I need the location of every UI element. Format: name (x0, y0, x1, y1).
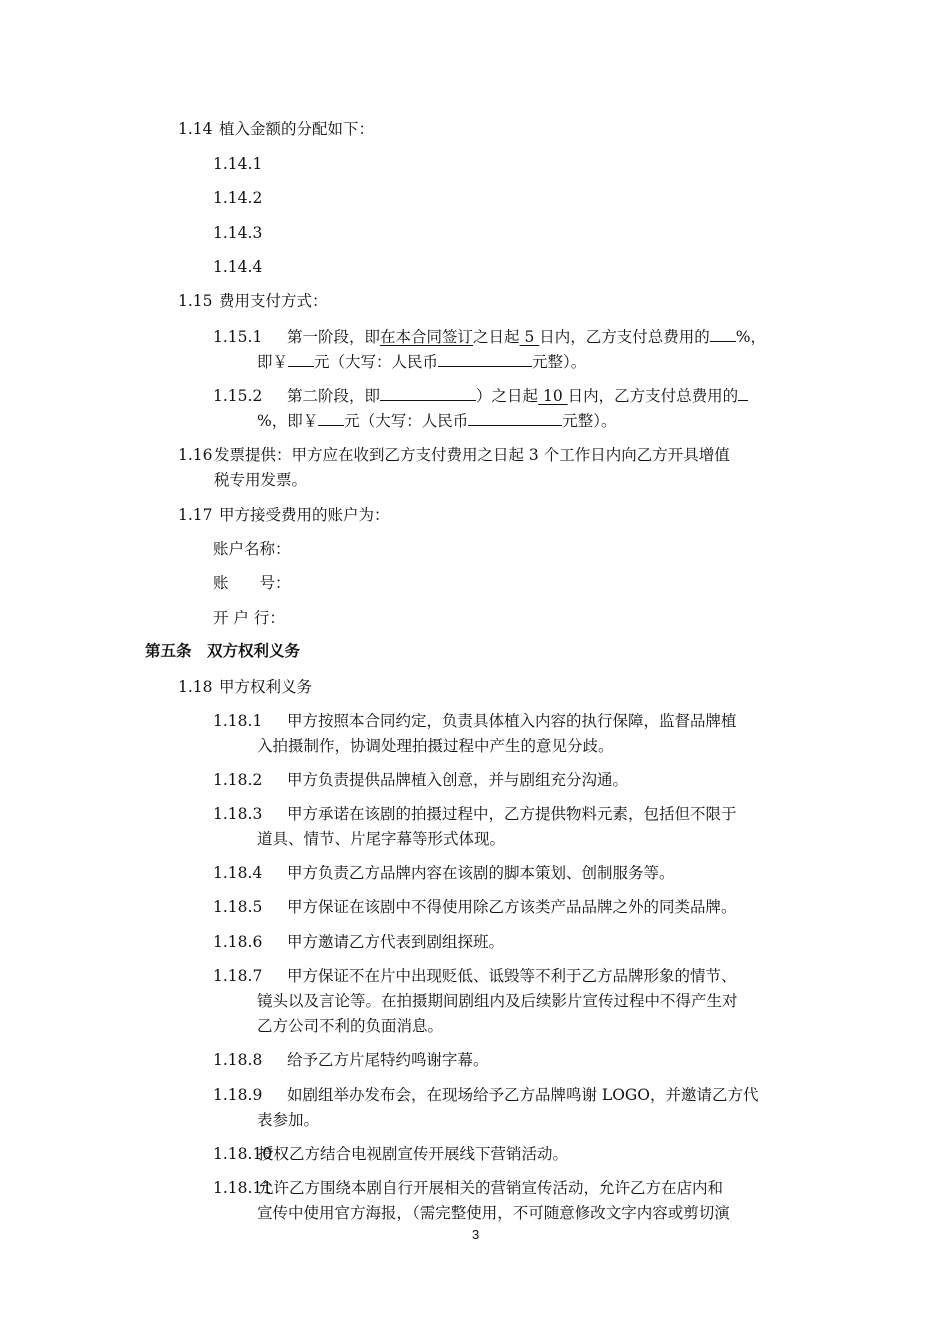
clause-number: 1.18.4 (213, 864, 263, 882)
clause-text: 甲方保证不在片中出现贬低、诋毁等不利于乙方品牌形象的情节、 (287, 967, 737, 985)
clause-text: 允许乙方围绕本剧自行开展相关的营销宣传活动，允许乙方在店内和 (258, 1179, 724, 1197)
clause-text: 第二阶段，即 (287, 387, 381, 405)
clause-text: 甲方负责乙方品牌内容在该剧的脚本策划、创制服务等。 (287, 864, 675, 882)
percent-blank (710, 325, 736, 342)
clause-text: 甲方按照本合同约定，负责具体植入内容的执行保障，监督品牌植 (287, 712, 737, 730)
clause-1-15-2 (213, 384, 748, 407)
clause-number: 1.18.5 (213, 898, 263, 916)
amount-blank (318, 409, 344, 426)
clause-1-18-6 (213, 931, 504, 953)
clause-1-18-1-line2: 入拍摄制作，协调处理拍摄过程中产生的意见分歧。 (257, 737, 614, 755)
clause-1-18-2 (213, 769, 628, 791)
clause-1-15-1-line2 (257, 350, 586, 373)
clause-text: %， (735, 328, 767, 346)
clause-1-15-2-line2 (257, 409, 617, 432)
clause-number: 1.18.1 (213, 712, 263, 730)
clause-1-18-10 (213, 1143, 568, 1165)
clause-text: 甲方邀请乙方代表到剧组探班。 (287, 933, 505, 951)
clause-text: 第一阶段，即 (287, 328, 381, 346)
account-bank-label: 开 户 行： (213, 609, 285, 627)
clause-text: 日内，乙方支付总费用的 (539, 328, 710, 346)
percent-blank (738, 384, 748, 401)
clause-1-18-8 (213, 1049, 489, 1071)
clause-number: 1.18.2 (213, 771, 263, 789)
article-5-heading: 第五条 双方权利义务 (145, 642, 301, 660)
clause-text: 元整）。 (562, 412, 617, 430)
clause-1-14-3 (213, 222, 262, 244)
clause-number: 1.18.11 (213, 1179, 273, 1197)
clause-text: 植入金额的分配如下： (218, 120, 374, 138)
clause-text: 元（大写：人民币 (314, 353, 439, 371)
clause-text: 甲方负责提供品牌植入创意，并与剧组充分沟通。 (287, 771, 629, 789)
underlined-days: 10 (538, 387, 568, 405)
clause-number: 1.14.1 (213, 155, 263, 173)
clause-1-18-9-line2: 表参加。 (257, 1111, 320, 1129)
clause-1-18 (178, 676, 312, 698)
clause-number: 1.15 (178, 292, 213, 310)
clause-text: 即￥ (257, 353, 289, 371)
underlined-term: 在本合同签订 (380, 328, 474, 346)
date-blank (380, 384, 476, 401)
clause-number: 1.14.4 (213, 258, 263, 276)
clause-number: 1.14.2 (213, 189, 263, 207)
clause-text: 日内，乙方支付总费用的 (567, 387, 739, 405)
clause-text: %，即￥ (257, 412, 319, 430)
clause-1-18-11-line2: 宣传中使用官方海报，（需完整使用，不可随意修改文字内容或剪切演 (257, 1204, 730, 1222)
clause-text: 甲方权利义务 (218, 678, 312, 696)
clause-number: 1.15.2 (213, 387, 263, 405)
clause-number: 1.18.8 (213, 1051, 263, 1069)
clause-1-17 (178, 504, 389, 526)
clause-text: 税专用发票。 (214, 471, 308, 489)
clause-text: 甲方保证在该剧中不得使用除乙方该类产品品牌之外的同类品牌。 (287, 898, 737, 916)
clause-number: 1.18.3 (213, 805, 263, 823)
clause-1-18-4 (213, 862, 675, 884)
clause-text: 给予乙方片尾特约鸣谢字幕。 (287, 1051, 489, 1069)
clause-number: 1.18.7 (213, 967, 263, 985)
clause-number: 1.18.10 (213, 1145, 273, 1163)
clause-1-18-7-line3: 乙方公司不利的负面消息。 (257, 1017, 444, 1035)
clause-1-16 (178, 444, 730, 466)
underlined-days: 5 (519, 328, 540, 346)
clause-1-18-3 (213, 803, 737, 825)
clause-1-18-9 (213, 1084, 759, 1106)
clause-1-15-1 (213, 325, 766, 348)
amount-words-blank (468, 409, 562, 426)
clause-1-18-5 (213, 896, 737, 918)
clause-text: 甲方承诺在该剧的拍摄过程中，乙方提供物料元素，包括但不限于 (287, 805, 737, 823)
clause-text: ）之日起 (476, 387, 539, 405)
clause-text: 如剧组举办发布会，在现场给予乙方品牌鸣谢 LOGO，并邀请乙方代 (287, 1086, 759, 1104)
clause-1-18-1 (213, 710, 737, 732)
clause-1-18-7-line2: 镜头以及言论等。在拍摄期间剧组内及后续影片宣传过程中不得产生对 (257, 992, 738, 1010)
clause-1-14-2 (213, 187, 262, 209)
clause-number: 1.17 (178, 506, 213, 524)
clause-1-14 (178, 118, 374, 140)
clause-number: 1.14 (178, 120, 213, 138)
clause-1-18-3-line2: 道具、情节、片尾字幕等形式体现。 (257, 830, 506, 848)
clause-1-15 (178, 290, 327, 312)
account-number-label: 账 号： (213, 574, 291, 592)
clause-text: 甲方接受费用的账户为： (218, 506, 390, 524)
clause-text: 之日起 (473, 328, 520, 346)
account-name-label: 账户名称： (213, 540, 291, 558)
clause-number: 1.14.3 (213, 224, 263, 242)
page-number: 3 (472, 1227, 480, 1242)
clause-text: 费用支付方式： (218, 292, 328, 310)
amount-blank (288, 350, 314, 367)
clause-1-14-1 (213, 153, 262, 175)
clause-text: 发票提供：甲方应在收到乙方支付费用之日起 3 个工作日内向乙方开具增值 (214, 446, 730, 464)
clause-1-18-7 (213, 965, 737, 987)
clause-number: 1.15.1 (213, 328, 263, 346)
clause-number: 1.16 (178, 446, 213, 464)
clause-text: 授权乙方结合电视剧宣传开展线下营销活动。 (258, 1145, 569, 1163)
clause-text: 元整）。 (532, 353, 587, 371)
amount-words-blank (438, 350, 532, 367)
clause-number: 1.18.6 (213, 933, 263, 951)
clause-number: 1.18 (178, 678, 213, 696)
clause-1-14-4 (213, 256, 262, 278)
clause-number: 1.18.9 (213, 1086, 263, 1104)
clause-text: 元（大写：人民币 (344, 412, 469, 430)
clause-1-16-line2 (214, 469, 307, 491)
clause-1-18-11 (213, 1177, 723, 1199)
